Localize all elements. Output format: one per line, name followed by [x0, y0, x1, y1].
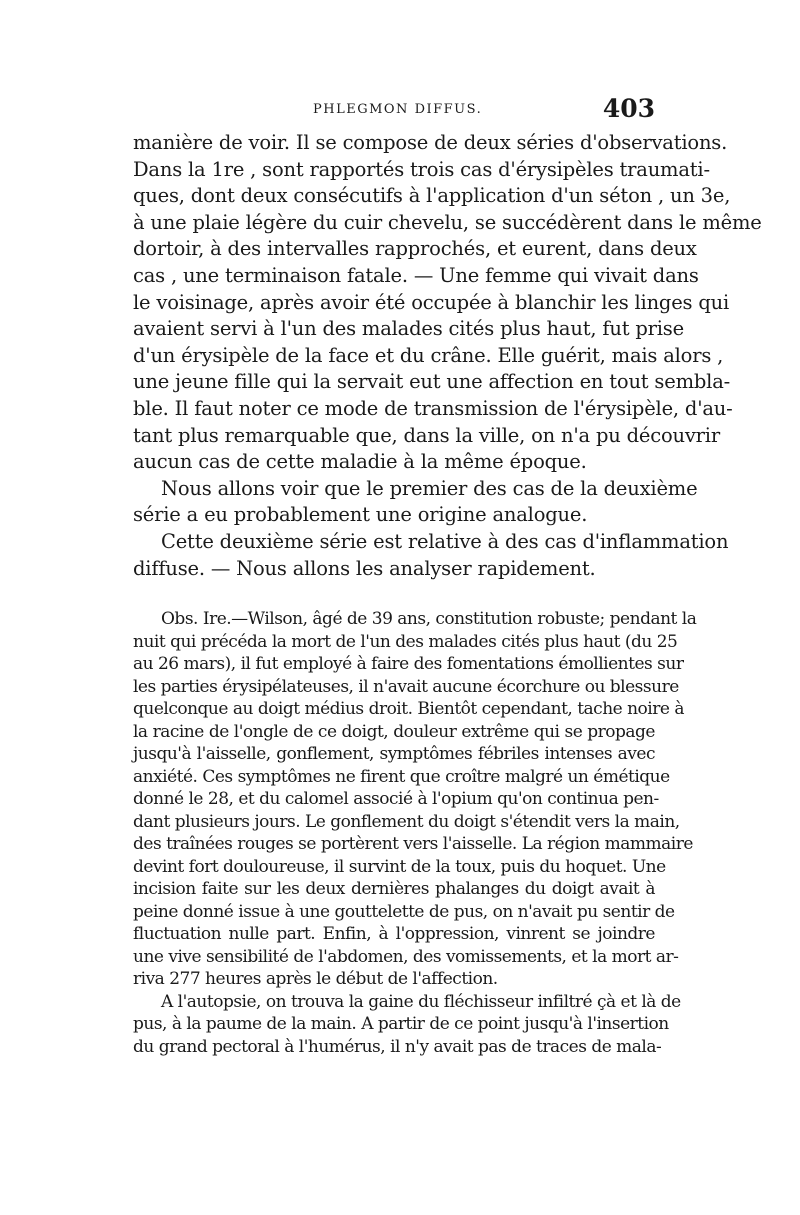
text-line: avaient servi à l'un des malades cités plus haut, fut prise	[133, 317, 684, 341]
text-line: cas , une terminaison fatale. — Une femme qui vivait dans	[133, 263, 699, 287]
text-line: ques, dont deux consécutifs à l'application d'un séton , un 3e,	[133, 184, 731, 208]
obs-line: des traînées rouges se portèrent vers l'aisselle. La région mammaire	[133, 834, 693, 854]
text-line: à une plaie légère du cuir chevelu, se succédèrent dans le même	[133, 210, 762, 234]
text-line: diffuse. — Nous allons les analyser rapidement.	[133, 556, 596, 580]
text-line: Nous allons voir que le premier des cas de la deuxième	[161, 476, 698, 500]
obs-line: donné le 28, et du calomel associé à l'opium qu'on continua pen-	[133, 789, 659, 809]
obs-line: les parties érysipélateuses, il n'avait aucune écorchure ou blessure	[133, 676, 679, 697]
page-header	[133, 96, 655, 126]
text-line: Dans la 1re , sont rapportés trois cas d'érysipèles traumati-	[133, 157, 710, 181]
obs-line: anxiété. Ces symptômes ne firent que croître malgré un émétique	[133, 766, 670, 787]
obs-line: pus, à la paume de la main. A partir de ce point jusqu'à l'insertion	[133, 1014, 669, 1034]
obs-line: riva 277 heures après le début de l'affection.	[133, 969, 498, 989]
page-number: 403	[602, 94, 655, 123]
obs-line: la racine de l'ongle de ce doigt, douleur extrême qui se propage	[133, 721, 655, 742]
obs-line: incision faite sur les deux dernières phalanges du doigt avait à	[133, 879, 655, 899]
obs-line: dant plusieurs jours. Le gonflement du doigt s'étendit vers la main,	[133, 811, 680, 832]
observation-block	[133, 608, 697, 1058]
text-line: le voisinage, après avoir été occupée à blanchir les linges qui	[133, 290, 730, 314]
obs-line: devint fort douloureuse, il survint de la toux, puis du hoquet. Une	[133, 856, 666, 877]
text-line: ble. Il faut noter ce mode de transmission de l'érysipèle, d'au-	[133, 396, 733, 420]
obs-line: peine donné issue à une gouttelette de pus, on n'avait pu sentir de	[133, 901, 675, 922]
text-line: série a eu probablement une origine analogue.	[133, 503, 588, 527]
text-line: aucun cas de cette maladie à la même époque.	[133, 450, 587, 474]
obs-line: jusqu'à l'aisselle, gonflement, symptômes fébriles intenses avec	[133, 744, 655, 764]
text-line: manière de voir. Il se compose de deux séries d'observations.	[133, 131, 728, 154]
obs-line: une vive sensibilité de l'abdomen, des vomissements, et la mort ar-	[133, 946, 679, 967]
text-line: d'un érysipèle de la face et du crâne. Elle guérit, mais alors ,	[133, 343, 724, 367]
obs-line: au 26 mars), il fut employé à faire des fomentations émollientes sur	[133, 654, 684, 674]
text-line: une jeune fille qui la servait eut une affection en tout sembla-	[133, 370, 731, 394]
text-line: tant plus remarquable que, dans la ville, on n'a pu découvrir	[133, 423, 720, 447]
text-line: dortoir, à des intervalles rapprochés, et eurent, dans deux	[133, 237, 697, 261]
main-paragraphs	[133, 130, 762, 582]
running-title: PHLEGMON DIFFUS.	[313, 102, 483, 117]
obs-line: fluctuation nulle part. Enfin, à l'oppression, vinrent se joindre	[133, 924, 655, 944]
text-line: Cette deuxième série est relative à des cas d'inflammation	[161, 529, 729, 553]
obs-line: A l'autopsie, on trouva la gaine du fléchisseur infiltré çà et là de	[161, 991, 681, 1012]
obs-line: quelconque au doigt médius droit. Bientôt cependant, tache noire à	[133, 699, 684, 719]
obs-line: du grand pectoral à l'humérus, il n'y avait pas de traces de mala-	[133, 1036, 662, 1057]
obs-line: nuit qui précéda la mort de l'un des malades cités plus haut (du 25	[133, 631, 678, 652]
obs-line: Obs. Ire.—Wilson, âgé de 39 ans, constitution robuste; pendant la	[161, 609, 697, 629]
